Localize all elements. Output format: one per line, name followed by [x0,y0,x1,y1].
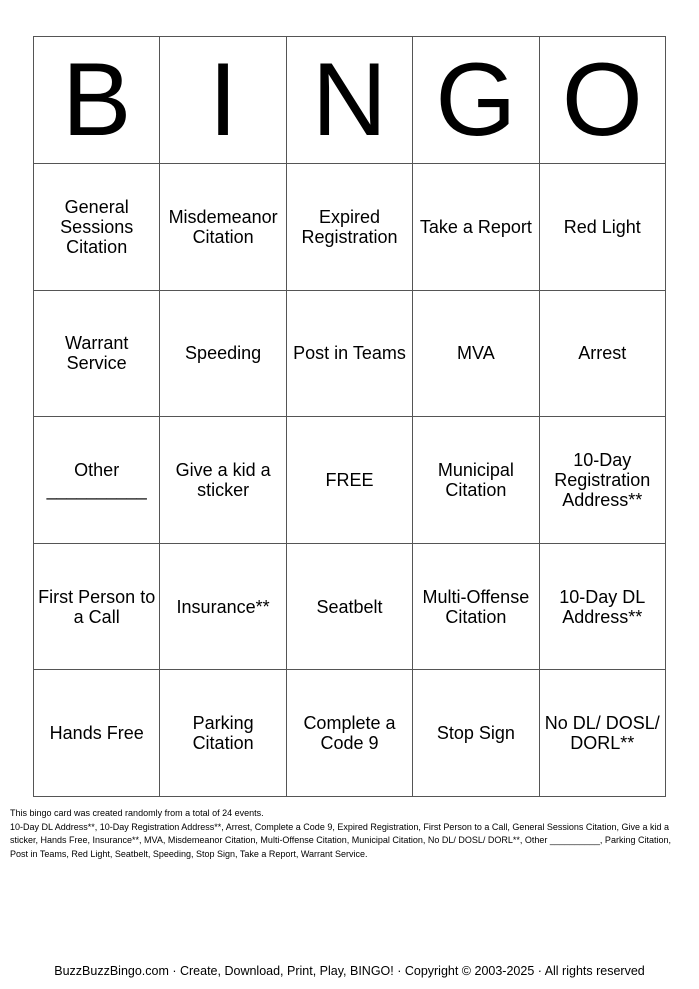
card-info [10,807,690,861]
bingo-card [33,36,666,797]
bingo-cell[interactable]: Hands Free [34,670,160,797]
bingo-cell[interactable]: General Sessions Citation [34,164,160,291]
header-letter-o: O [539,37,665,164]
bingo-cell[interactable]: Give a kid a sticker [160,417,286,544]
bingo-cell[interactable]: Parking Citation [160,670,286,797]
bingo-header-row [34,37,666,164]
card-info-events: 10-Day DL Address**, 10-Day Registration Address**, Arrest, Complete a Code 9, Expired Registration, First Person to a Call, General Sessions Citation, Give a kid a sticker, Hands Free, Insurance**, MVA, Misdemeanor Citation, Multi-Offense Citation, Municipal Citation, No DL/ DOSL/ DORL**, Other __________, Parking Citation, Post in Teams, Red Light, Seatbelt, Speeding, Stop Sign, Take a Report, Warrant Service. [10,821,671,859]
bingo-cell[interactable]: Seatbelt [286,543,412,670]
bingo-row-4 [34,543,666,670]
header-letter-n: N [286,37,412,164]
bingo-row-1 [34,164,666,291]
bingo-cell[interactable]: Post in Teams [286,290,412,417]
bingo-cell[interactable]: Multi-Offense Citation [413,543,539,670]
header-letter-i: I [160,37,286,164]
header-letter-b: B [34,37,160,164]
bingo-cell[interactable]: MVA [413,290,539,417]
bingo-cell[interactable]: Municipal Citation [413,417,539,544]
bingo-row-3 [34,417,666,544]
bingo-cell[interactable]: Insurance** [160,543,286,670]
header-letter-g: G [413,37,539,164]
bingo-cell[interactable]: Arrest [539,290,665,417]
bingo-cell[interactable]: 10-Day DL Address** [539,543,665,670]
page-footer: BuzzBuzzBingo.com · Create, Download, Print, Play, BINGO! · Copyright © 2003-2025 · All rights reserved [54,964,645,978]
bingo-cell[interactable]: First Person to a Call [34,543,160,670]
bingo-cell[interactable]: No DL/ DOSL/ DORL** [539,670,665,797]
bingo-cell[interactable]: Take a Report [413,164,539,291]
free-space-cell[interactable]: FREE [286,417,412,544]
bingo-row-5 [34,670,666,797]
bingo-cell[interactable]: 10-Day Registration Address** [539,417,665,544]
bingo-cell[interactable]: Red Light [539,164,665,291]
bingo-cell[interactable]: Complete a Code 9 [286,670,412,797]
bingo-cell[interactable]: Other __________ [34,417,160,544]
bingo-cell[interactable]: Warrant Service [34,290,160,417]
card-info-summary: This bingo card was created randomly from a total of 24 events. [10,808,264,818]
bingo-cell[interactable]: Speeding [160,290,286,417]
bingo-cell[interactable]: Expired Registration [286,164,412,291]
bingo-cell[interactable]: Misdemeanor Citation [160,164,286,291]
bingo-cell[interactable]: Stop Sign [413,670,539,797]
bingo-row-2 [34,290,666,417]
